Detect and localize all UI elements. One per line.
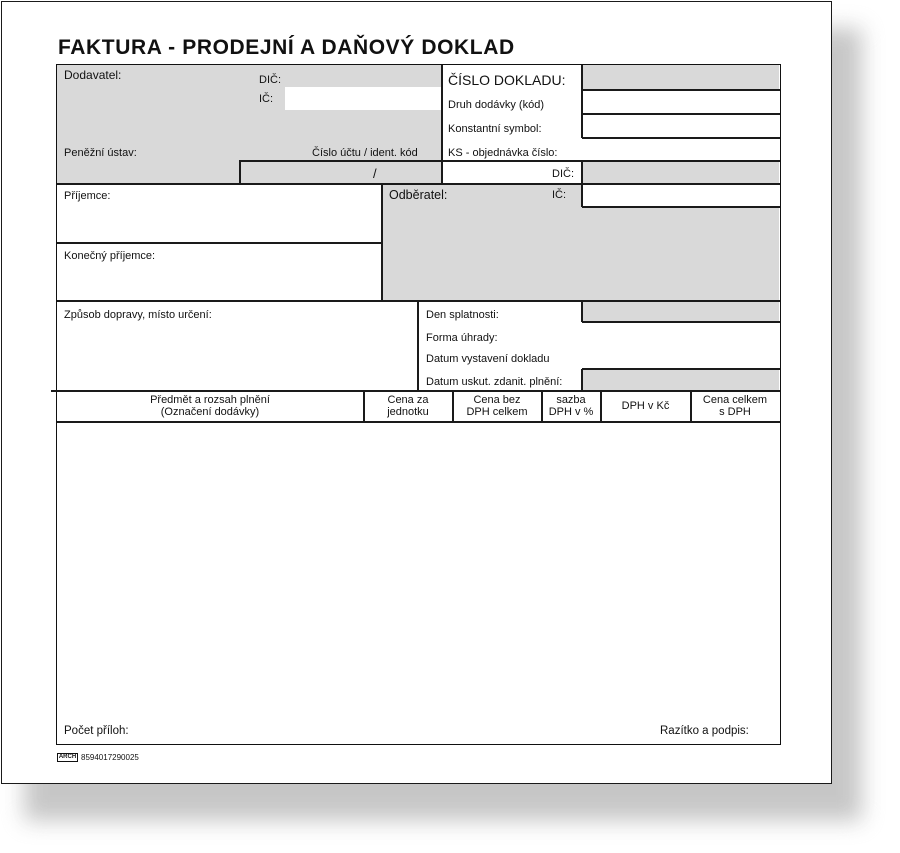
line-docnum-bottom bbox=[582, 89, 780, 91]
line-recipient-split bbox=[57, 242, 382, 244]
vline-taxable-left bbox=[581, 369, 583, 391]
vline-dic-left bbox=[581, 161, 583, 184]
constant-symbol-label: Konstantní symbol: bbox=[448, 123, 542, 135]
supplier-label: Dodavatel: bbox=[64, 68, 122, 82]
taxable-date-label: Datum uskut. zdanit. plnění: bbox=[426, 376, 563, 388]
document-dic-label: DIČ: bbox=[552, 168, 574, 180]
vline-due-left bbox=[581, 301, 583, 322]
ks-order-label: KS - objednávka číslo: bbox=[448, 147, 558, 159]
supplier-dic-label: DIČ: bbox=[259, 74, 281, 86]
transport-label: Způsob dopravy, místo určení: bbox=[64, 309, 212, 321]
line-const-bottom bbox=[582, 137, 780, 139]
supplier-ic-label: IČ: bbox=[259, 93, 274, 105]
account-label: Číslo účtu / ident. kód bbox=[312, 147, 418, 159]
column-header-total-incl-vat: Cena celkem s DPH bbox=[702, 394, 768, 418]
line-recipient-bottom bbox=[57, 300, 780, 302]
line-account-top bbox=[239, 160, 442, 162]
final-recipient-label: Konečný příjemce: bbox=[64, 250, 156, 262]
issue-date-label: Datum vystavení dokladu bbox=[426, 353, 550, 365]
document-number-label: ČÍSLO DOKLADU: bbox=[448, 72, 566, 88]
barcode-number: 8594017290025 bbox=[81, 753, 139, 762]
payment-method-label: Forma úhrady: bbox=[426, 332, 498, 344]
column-header-vat-rate: sazba DPH v % bbox=[548, 394, 594, 418]
vline-recipient-right bbox=[381, 184, 383, 301]
column-header-price-excl-vat: Cena bez DPH celkem bbox=[466, 394, 528, 418]
vline-transport-right bbox=[417, 301, 419, 391]
document-title: FAKTURA - PRODEJNÍ A DAŇOVÝ DOKLAD bbox=[58, 36, 515, 59]
vline-supplier-right bbox=[441, 65, 443, 184]
publisher-logo: ARCH bbox=[58, 754, 77, 760]
customer-label: Odběratel: bbox=[389, 188, 448, 202]
line-supplier-bottom bbox=[57, 183, 780, 185]
account-slash: / bbox=[373, 166, 377, 181]
customer-ic-label: IČ: bbox=[552, 189, 567, 201]
attachments-label: Počet příloh: bbox=[64, 725, 129, 737]
bank-label: Peněžní ústav: bbox=[64, 147, 137, 159]
stamp-signature-label: Razítko a podpis: bbox=[660, 725, 749, 737]
vline-account-left bbox=[239, 160, 241, 184]
line-issue-bottom bbox=[582, 368, 780, 370]
line-due-bottom bbox=[582, 321, 780, 323]
due-date-label: Den splatnosti: bbox=[426, 309, 499, 321]
line-delivery-bottom bbox=[582, 113, 780, 115]
delivery-type-label: Druh dodávky (kód) bbox=[448, 99, 544, 111]
vline-customer-ic-left bbox=[581, 184, 583, 207]
vline-docfields-left bbox=[581, 65, 583, 138]
column-header-vat-amount: DPH v Kč bbox=[621, 400, 670, 412]
line-customer-ic-bottom bbox=[582, 206, 780, 208]
column-header-subject: Předmět a rozsah plnění (Označení dodávky) bbox=[150, 394, 270, 418]
column-header-unit-price: Cena za jednotku bbox=[387, 394, 429, 418]
recipient-label: Příjemce: bbox=[64, 190, 111, 202]
items-area[interactable] bbox=[58, 423, 779, 723]
line-ks-bottom bbox=[442, 160, 780, 162]
